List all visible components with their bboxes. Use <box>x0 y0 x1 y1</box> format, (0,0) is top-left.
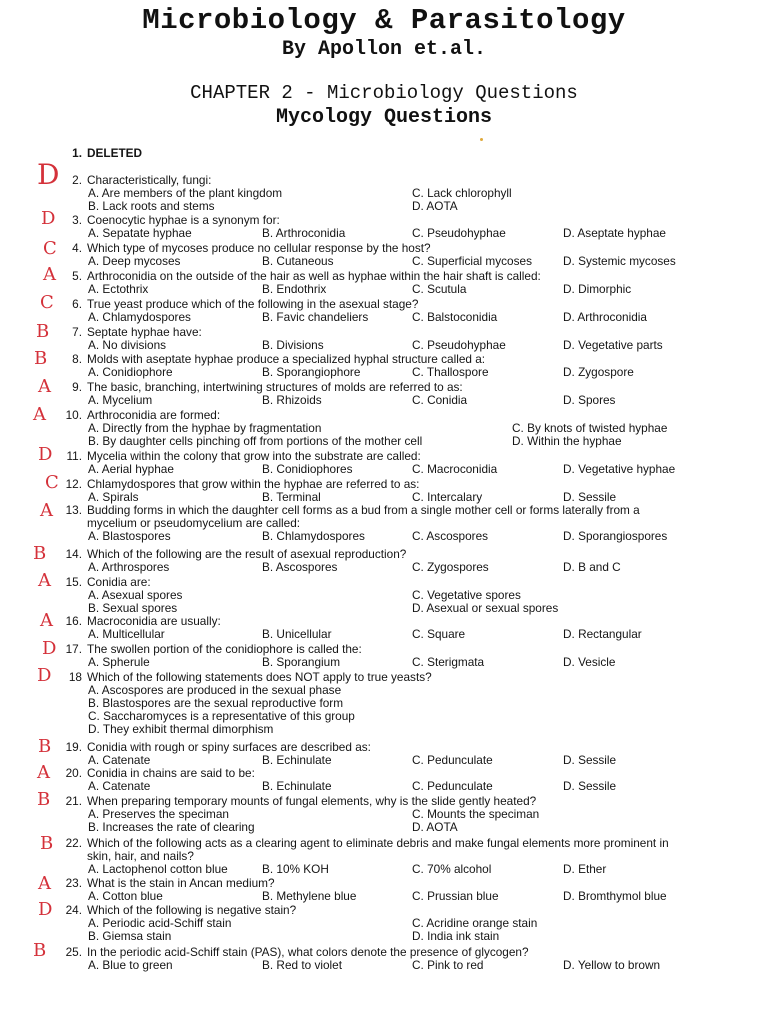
answer-option: D. Ether <box>563 862 607 876</box>
question-text: Conidia with rough or spiny surfaces are described as: <box>87 740 371 754</box>
answer-option: D. Vegetative parts <box>563 338 663 352</box>
answer-option: C. Mounts the speciman <box>412 807 540 821</box>
question-number: 22. <box>65 836 82 850</box>
question-number: 20. <box>65 766 82 780</box>
answer-option: D. Sessile <box>563 490 617 504</box>
question-text: Which of the following acts as a clearing agent to eliminate debris and make fungal elements more prominent in <box>87 836 669 850</box>
handwritten-answer-mark: B <box>37 789 51 810</box>
answer-option: D. Aseptate hyphae <box>563 226 666 240</box>
answer-option: D. AOTA <box>412 820 458 834</box>
question-text: What is the stain in Ancan medium? <box>87 876 275 890</box>
question-number: 11. <box>66 449 82 463</box>
answer-option: D. Vesicle <box>563 655 616 669</box>
handwritten-answer-mark: C <box>45 472 59 493</box>
answer-option: D. Yellow to brown <box>563 958 661 972</box>
answer-option: B. Echinulate <box>262 753 332 767</box>
question-number: 8. <box>72 352 82 366</box>
question-number: 5. <box>72 269 82 283</box>
handwritten-answer-mark: D <box>41 208 56 229</box>
answer-option: B. Endothrix <box>262 282 327 296</box>
question-number: 9. <box>72 380 82 394</box>
question-text: True yeast produce which of the following in the asexual stage? <box>87 297 419 311</box>
question-text: When preparing temporary mounts of fungal elements, why is the slide gently heated? <box>87 794 537 808</box>
answer-option: A. Cotton blue <box>88 889 163 903</box>
answer-option: B. Terminal <box>262 490 321 504</box>
answer-option: C. Superficial mycoses <box>412 254 532 268</box>
decorative-dot <box>480 138 483 141</box>
handwritten-answer-mark: B <box>38 736 52 757</box>
question-number: 12. <box>65 477 82 491</box>
document-author: By Apollon et.al. <box>281 38 487 61</box>
question-number: 3. <box>72 213 82 227</box>
answer-option: B. Favic chandeliers <box>262 310 369 324</box>
handwritten-answer-mark: D <box>37 665 52 686</box>
answer-option: C. Prussian blue <box>412 889 499 903</box>
answer-option: D. Sporangiospores <box>563 529 668 543</box>
answer-option: A. Aerial hyphae <box>88 462 174 476</box>
question-text: The basic, branching, intertwining structures of molds are referred to as: <box>87 380 463 394</box>
handwritten-answer-mark: B <box>34 348 48 369</box>
answer-option: B. Rhizoids <box>262 393 322 407</box>
question-text: DELETED <box>87 146 143 160</box>
question-text: Chlamydospores that grow within the hyphae are referred to as: <box>87 477 420 491</box>
question-number: 18 <box>68 670 82 684</box>
answer-option: A. Ectothrix <box>88 282 149 296</box>
answer-option: B. Sporangium <box>262 655 341 669</box>
handwritten-answer-mark: C <box>40 292 54 313</box>
question-text: Which of the following is negative stain? <box>87 903 297 917</box>
handwritten-answer-mark: A <box>38 570 51 591</box>
handwritten-answer-mark: A <box>37 762 50 783</box>
answer-option: A. Directly from the hyphae by fragmentation <box>88 421 322 435</box>
answer-option: D. B and C <box>563 560 621 574</box>
answer-option: A. Preserves the speciman <box>88 807 229 821</box>
question-text: Which of the following statements does NOT apply to true yeasts? <box>87 670 432 684</box>
handwritten-answer-mark: B <box>36 321 50 342</box>
answer-option: C. Thallospore <box>412 365 489 379</box>
answer-option: A. Are members of the plant kingdom <box>88 186 283 200</box>
answer-option: A. Periodic acid-Schiff stain <box>88 916 232 930</box>
answer-option: B. Increases the rate of clearing <box>88 820 255 834</box>
question-number: 10. <box>65 408 82 422</box>
answer-option: C. Saccharomyces is a representative of this group <box>88 709 355 723</box>
question-text: Characteristically, fungi: <box>87 173 212 187</box>
answer-option: B. Cutaneous <box>262 254 334 268</box>
question-number: 19. <box>65 740 82 754</box>
answer-option: C. Pedunculate <box>412 753 493 767</box>
answer-option: B. 10% KOH <box>262 862 329 876</box>
handwritten-answer-mark: A <box>40 500 53 521</box>
answer-option: C. Vegetative spores <box>412 588 521 602</box>
handwritten-answer-mark: B <box>33 940 47 961</box>
answer-option: D. Systemic mycoses <box>563 254 676 268</box>
answer-option: D. Dimorphic <box>563 282 632 296</box>
question-text: Which type of mycoses produce no cellular response by the host? <box>87 241 431 255</box>
handwritten-answer-mark: A <box>33 404 46 425</box>
question-text: In the periodic acid-Schiff stain (PAS), what colors denote the presence of glycogen? <box>87 945 529 959</box>
question-text: Conidia are: <box>87 575 151 589</box>
question-number: 23. <box>65 876 82 890</box>
answer-option: C. Zygospores <box>412 560 489 574</box>
answer-option: D. Rectangular <box>563 627 642 641</box>
answer-option: A. Sepatate hyphae <box>88 226 192 240</box>
answer-option: B. Blastospores are the sexual reproductive form <box>88 696 344 710</box>
answer-option: B. Red to violet <box>262 958 342 972</box>
answer-option: A. Spherule <box>88 655 150 669</box>
answer-option: A. Asexual spores <box>88 588 183 602</box>
question-number: 13. <box>65 503 82 517</box>
answer-option: C. 70% alcohol <box>412 862 492 876</box>
answer-option: C. Intercalary <box>412 490 483 504</box>
handwritten-answer-mark: A <box>38 376 51 397</box>
handwritten-answer-mark: B <box>40 833 54 854</box>
handwritten-answer-mark: C <box>43 238 57 259</box>
question-text: Arthroconidia on the outside of the hair as well as hyphae within the hair shaft is called: <box>87 269 541 283</box>
answer-option: B. Divisions <box>262 338 324 352</box>
question-text: Mycelia within the colony that grow into the substrate are called: <box>87 449 421 463</box>
answer-option: A. Lactophenol cotton blue <box>88 862 228 876</box>
answer-option: C. By knots of twisted hyphae <box>512 421 668 435</box>
question-text: The swollen portion of the conidiophore is called the: <box>87 642 362 656</box>
section-heading: Mycology Questions <box>275 106 493 129</box>
answer-option: A. Deep mycoses <box>88 254 181 268</box>
question-text: Conidia in chains are said to be: <box>87 766 255 780</box>
answer-option: D. Sessile <box>563 779 617 793</box>
question-text: Coenocytic hyphae is a synonym for: <box>87 213 280 227</box>
answer-option: B. Lack roots and stems <box>88 199 215 213</box>
answer-option: D. Within the hyphae <box>512 434 622 448</box>
question-number: 6. <box>72 297 82 311</box>
handwritten-answer-mark: A <box>43 264 56 285</box>
question-number: 24. <box>65 903 82 917</box>
answer-option: C. Balstoconidia <box>412 310 498 324</box>
answer-option: C. Square <box>412 627 466 641</box>
answer-option: D. Spores <box>563 393 616 407</box>
answer-option: A. Mycelium <box>88 393 153 407</box>
question-number: 2. <box>72 173 82 187</box>
answer-option: A. No divisions <box>88 338 167 352</box>
answer-option: A. Ascospores are produced in the sexual phase <box>88 683 342 697</box>
question-text: Molds with aseptate hyphae produce a specialized hyphal structure called a: <box>87 352 486 366</box>
answer-option: B. Conidiophores <box>262 462 353 476</box>
answer-option: A. Blastospores <box>88 529 171 543</box>
answer-option: D. They exhibit thermal dimorphism <box>88 722 274 736</box>
handwritten-answer-mark: B <box>33 543 47 564</box>
question-number: 7. <box>72 325 82 339</box>
chapter-heading: CHAPTER 2 - Microbiology Questions <box>190 82 578 104</box>
question-number: 21. <box>65 794 82 808</box>
question-number: 15. <box>65 575 82 589</box>
answer-option: C. Ascospores <box>412 529 489 543</box>
document-title: Microbiology & Parasitology <box>142 4 626 37</box>
answer-option: B. Giemsa stain <box>88 929 172 943</box>
question-text-cont: mycelium or pseudomycelium are called: <box>87 516 301 530</box>
answer-option: A. Arthrospores <box>88 560 170 574</box>
answer-option: A. Blue to green <box>88 958 173 972</box>
answer-option: C. Pedunculate <box>412 779 493 793</box>
answer-option: C. Conidia <box>412 393 468 407</box>
answer-option: A. Catenate <box>88 779 151 793</box>
handwritten-answer-mark: A <box>40 610 53 631</box>
answer-option: B. Unicellular <box>262 627 332 641</box>
question-number: 17. <box>65 642 82 656</box>
question-text: Arthroconidia are formed: <box>87 408 221 422</box>
answer-option: D. Zygospore <box>563 365 634 379</box>
question-number: 4. <box>72 241 82 255</box>
answer-option: A. Conidiophore <box>88 365 173 379</box>
answer-option: B. Sexual spores <box>88 601 178 615</box>
question-number: 16. <box>65 614 82 628</box>
answer-option: D. AOTA <box>412 199 458 213</box>
answer-option: D. Sessile <box>563 753 617 767</box>
question-text-cont: skin, hair, and nails? <box>87 849 194 863</box>
handwritten-answer-mark: D <box>37 158 60 191</box>
answer-option: A. Catenate <box>88 753 151 767</box>
answer-option: C. Scutula <box>412 282 467 296</box>
answer-option: B. Arthroconidia <box>262 226 346 240</box>
handwritten-answer-mark: D <box>38 899 53 920</box>
answer-option: B. By daughter cells pinching off from portions of the mother cell <box>88 434 423 448</box>
answer-option: A. Chlamydospores <box>88 310 191 324</box>
question-text: Septate hyphae have: <box>87 325 202 339</box>
answer-option: C. Sterigmata <box>412 655 485 669</box>
answer-option: C. Macroconidia <box>412 462 498 476</box>
answer-option: D. India ink stain <box>412 929 500 943</box>
question-text: Macroconidia are usually: <box>87 614 221 628</box>
answer-option: B. Chlamydospores <box>262 529 365 543</box>
handwritten-answer-mark: A <box>38 873 51 894</box>
answer-option: C. Acridine orange stain <box>412 916 538 930</box>
answer-option: C. Pink to red <box>412 958 484 972</box>
question-number: 1. <box>72 146 82 160</box>
handwritten-answer-mark: D <box>42 638 57 659</box>
answer-option: D. Arthroconidia <box>563 310 647 324</box>
answer-option: C. Pseudohyphae <box>412 226 506 240</box>
answer-option: B. Ascospores <box>262 560 338 574</box>
answer-option: D. Bromthymol blue <box>563 889 667 903</box>
answer-option: B. Methylene blue <box>262 889 357 903</box>
question-number: 14. <box>65 547 82 561</box>
answer-option: B. Echinulate <box>262 779 332 793</box>
answer-option: A. Spirals <box>88 490 139 504</box>
question-number: 25. <box>65 945 82 959</box>
answer-option: C. Lack chlorophyll <box>412 186 512 200</box>
question-text: Which of the following are the result of asexual reproduction? <box>87 547 407 561</box>
answer-option: A. Multicellular <box>88 627 165 641</box>
answer-option: D. Asexual or sexual spores <box>412 601 559 615</box>
answer-option: D. Vegetative hyphae <box>563 462 676 476</box>
answer-option: B. Sporangiophore <box>262 365 361 379</box>
question-text: Budding forms in which the daughter cell forms as a bud from a single mother cell or forms laterally from a <box>87 503 640 517</box>
answer-option: C. Pseudohyphae <box>412 338 506 352</box>
handwritten-answer-mark: D <box>38 444 53 465</box>
